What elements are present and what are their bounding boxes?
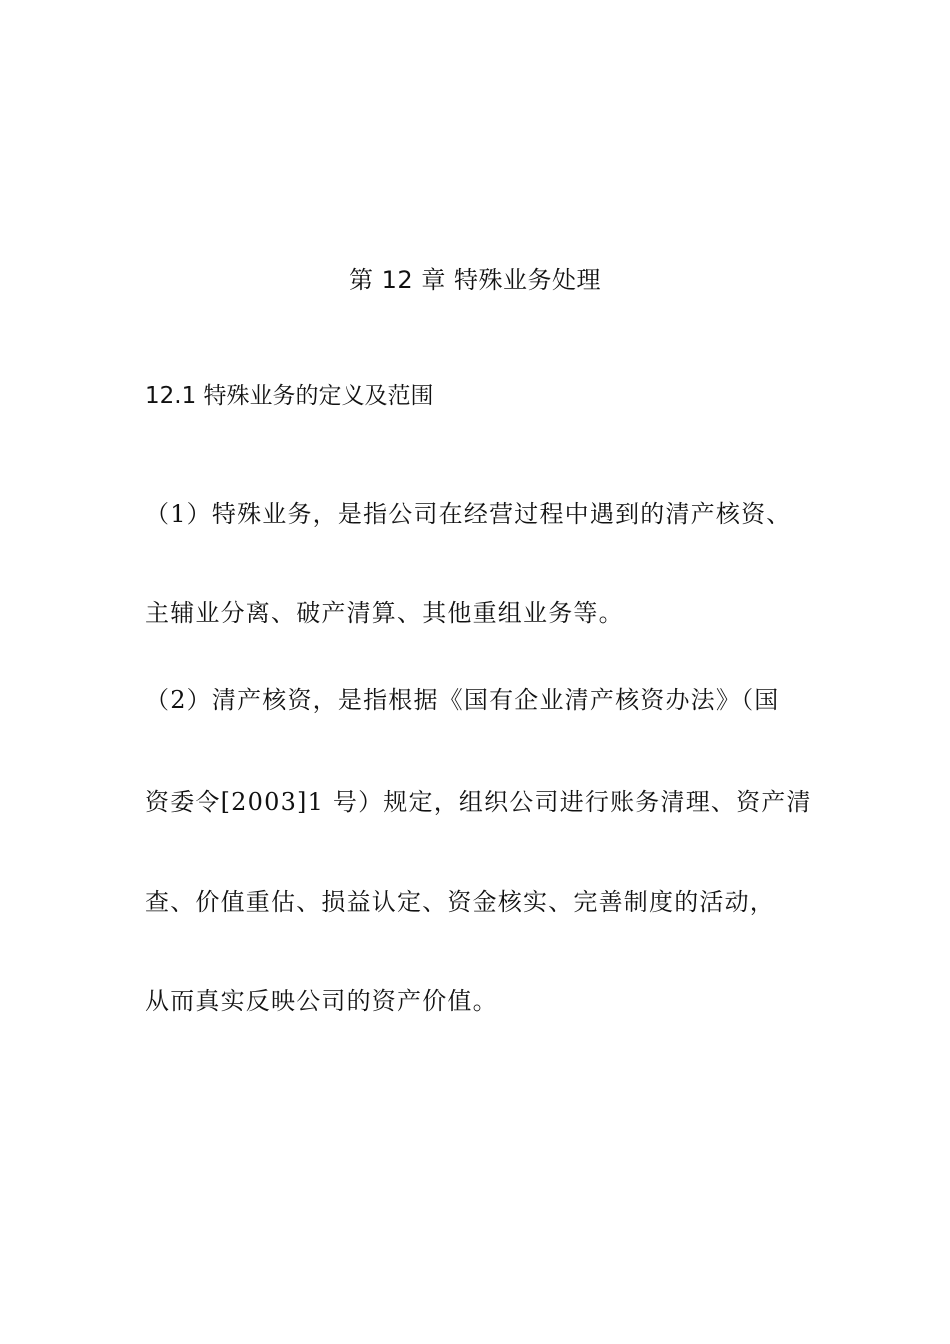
chapter-title: 第 12 章 特殊业务处理 (349, 266, 601, 294)
paragraph-line: 查、价值重估、损益认定、资金核实、完善制度的活动， (145, 888, 775, 916)
section-heading: 12.1 特殊业务的定义及范围 (145, 383, 434, 409)
paragraph-line: 从而真实反映公司的资产价值。 (145, 987, 498, 1015)
paragraph-line: 资委令[2003]1 号）规定，组织公司进行账务清理、资产清 (145, 788, 812, 816)
paragraph-line: （1）特殊业务，是指公司在经营过程中遇到的清产核资、 (145, 500, 792, 528)
paragraph-line: 主辅业分离、破产清算、其他重组业务等。 (145, 599, 624, 627)
paragraph-line: （2）清产核资，是指根据《国有企业清产核资办法》（国 (145, 686, 780, 714)
